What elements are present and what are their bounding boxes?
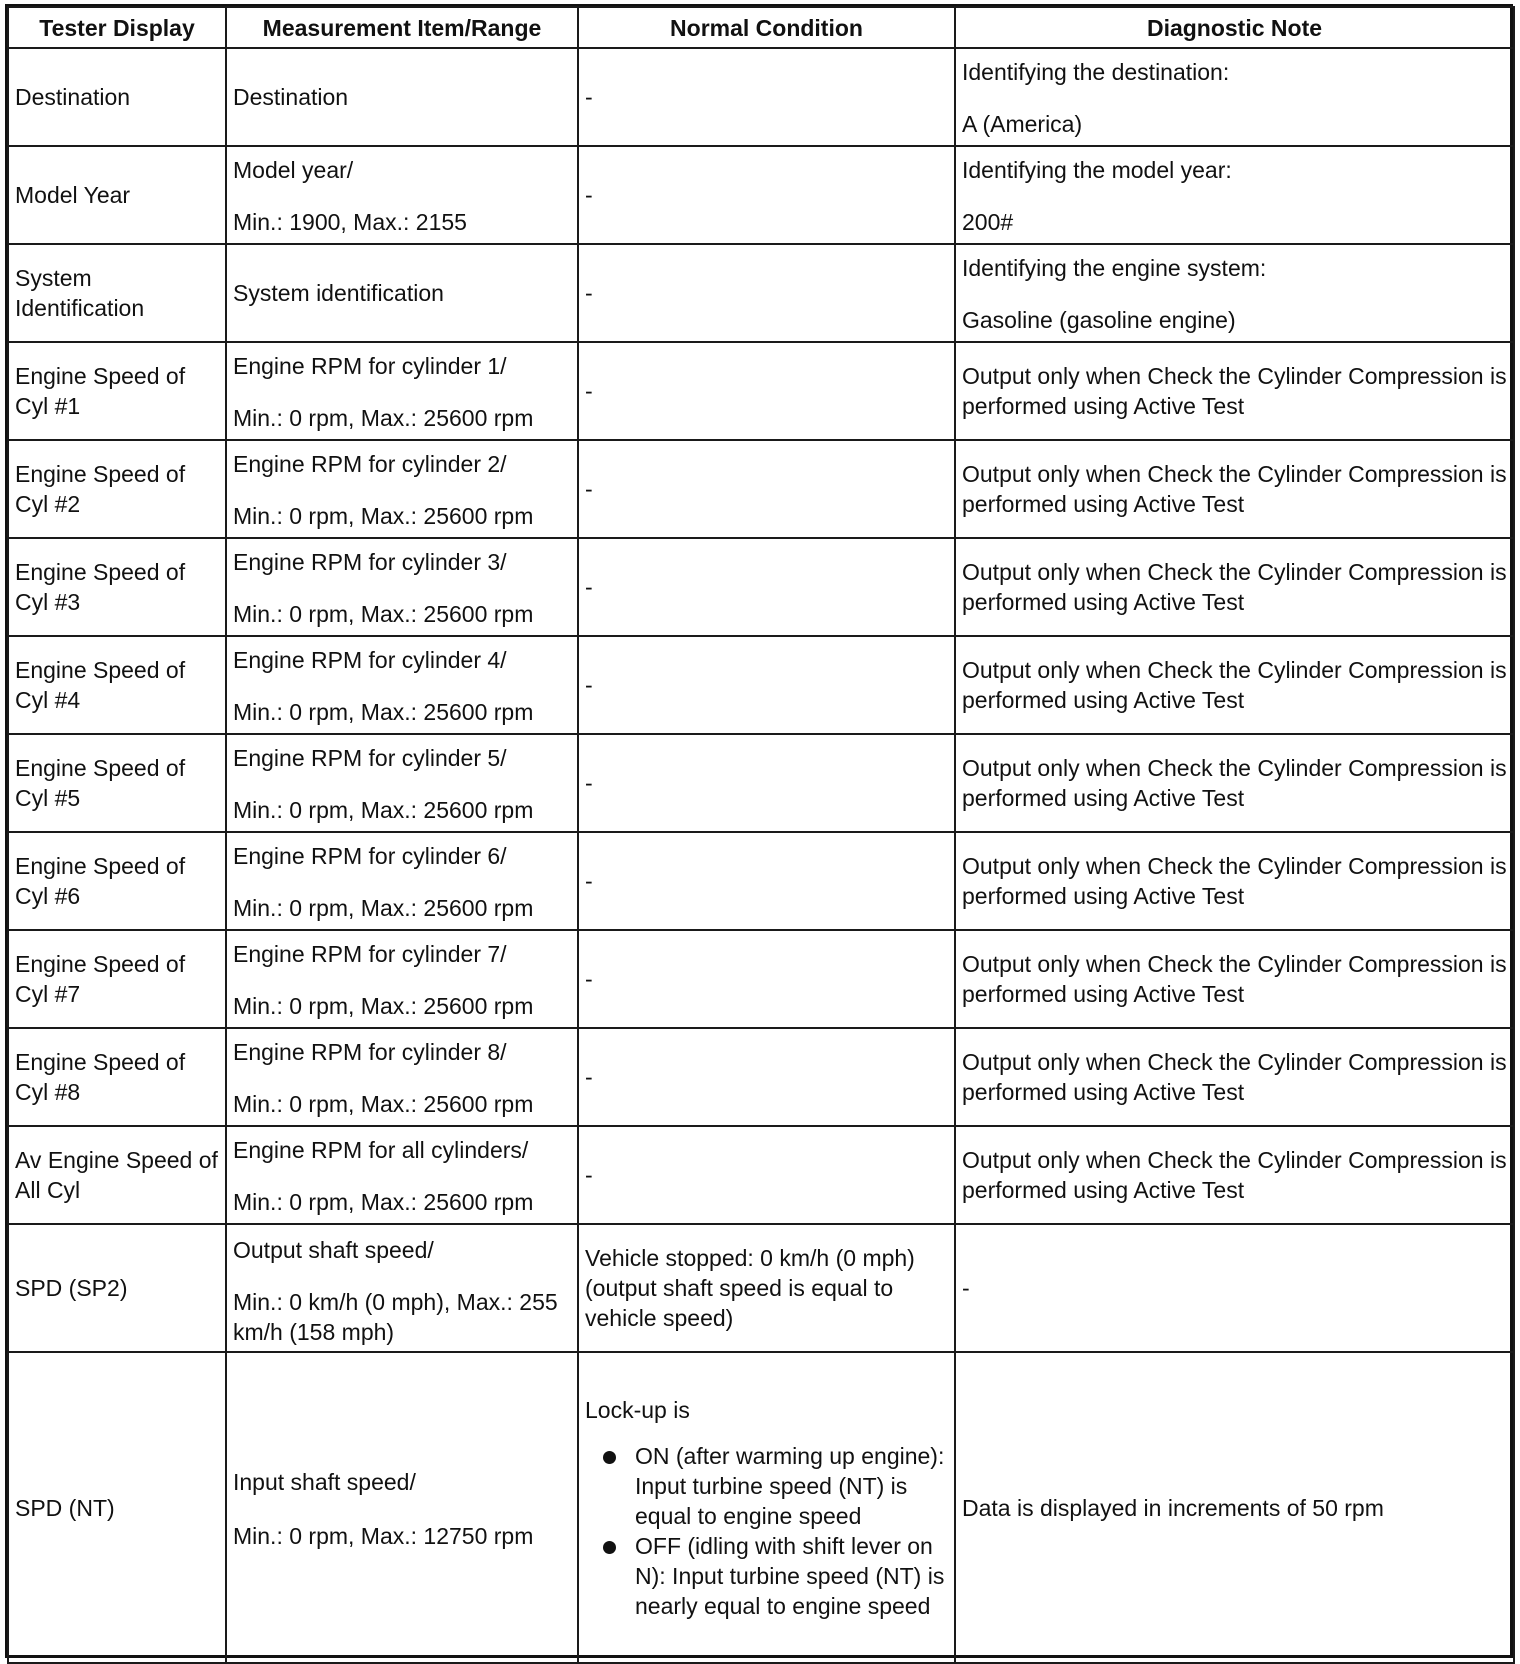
table-row: [8, 342, 1514, 440]
note-lines: [962, 55, 1507, 139]
table-row: [8, 244, 1514, 342]
measurement-line: Min.: 0 rpm, Max.: 12750 rpm: [233, 1522, 534, 1549]
header-tester-display: Tester Display: [8, 7, 226, 48]
diagnostic-note-cell: -: [955, 1224, 1514, 1352]
tester-display-cell: Model Year: [8, 146, 226, 244]
normal-condition-intro: Lock-up is: [585, 1396, 690, 1423]
tester-display-cell: Destination: [8, 48, 226, 146]
note-line: Identifying the engine system:: [962, 255, 1267, 281]
measurement-line: Min.: 0 rpm, Max.: 25600 rpm: [233, 895, 534, 921]
measurement-lines: [233, 545, 571, 629]
measurement-lines: [233, 839, 571, 923]
table-row: [8, 636, 1514, 734]
normal-condition-cell: -: [578, 1028, 955, 1126]
table-row: [8, 1126, 1514, 1224]
measurement-lines: [233, 643, 571, 727]
measurement-line: Min.: 0 rpm, Max.: 25600 rpm: [233, 699, 534, 725]
tester-display-cell: Engine Speed of Cyl #3: [8, 538, 226, 636]
normal-condition-cell: -: [578, 146, 955, 244]
diagnostic-note-cell: Data is displayed in increments of 50 rpm: [955, 1352, 1514, 1663]
measurement-cell: Destination: [226, 48, 578, 146]
measurement-lines: [233, 1035, 571, 1119]
measurement-line: Engine RPM for cylinder 4/: [233, 647, 507, 673]
measurement-cell: System identification: [226, 244, 578, 342]
normal-condition-cell: -: [578, 244, 955, 342]
diagnostic-note-cell: Output only when Check the Cylinder Compression is performed using Active Test: [955, 1028, 1514, 1126]
table-row: [8, 538, 1514, 636]
measurement-line: Min.: 0 rpm, Max.: 25600 rpm: [233, 1091, 534, 1117]
note-lines: [962, 153, 1507, 237]
normal-condition-cell: [578, 1352, 955, 1663]
measurement-lines: [233, 1233, 571, 1343]
diagnostic-note-cell: Output only when Check the Cylinder Compression is performed using Active Test: [955, 734, 1514, 832]
measurement-line: Input shaft speed/: [233, 1468, 416, 1495]
measurement-line: Min.: 0 rpm, Max.: 25600 rpm: [233, 601, 534, 627]
measurement-lines: [233, 1465, 571, 1551]
tester-display-cell: SPD (SP2): [8, 1224, 226, 1352]
diagnostic-note-cell: Output only when Check the Cylinder Compression is performed using Active Test: [955, 636, 1514, 734]
normal-condition-cell: -: [578, 342, 955, 440]
diagnostic-note-cell: Output only when Check the Cylinder Compression is performed using Active Test: [955, 538, 1514, 636]
tester-display-cell: Engine Speed of Cyl #4: [8, 636, 226, 734]
measurement-cell: [226, 1126, 578, 1224]
note-line: Identifying the destination:: [962, 59, 1230, 85]
measurement-line: Min.: 0 rpm, Max.: 25600 rpm: [233, 405, 534, 431]
measurement-line: Min.: 0 rpm, Max.: 25600 rpm: [233, 797, 534, 823]
measurement-line: Model year/: [233, 157, 354, 183]
diagnostic-note-cell: Output only when Check the Cylinder Compression is performed using Active Test: [955, 1126, 1514, 1224]
bullet-icon: [603, 1541, 616, 1554]
list-item-text: OFF (idling with shift lever on N): Input turbine speed (NT) is nearly equal to engine speed: [635, 1532, 945, 1619]
note-line: Identifying the model year:: [962, 157, 1232, 183]
measurement-line: Engine RPM for cylinder 8/: [233, 1039, 507, 1065]
measurement-cell: [226, 930, 578, 1028]
tester-data-table: [7, 6, 1515, 1664]
measurement-line: Engine RPM for all cylinders/: [233, 1137, 529, 1163]
measurement-cell: [226, 636, 578, 734]
normal-condition-cell: -: [578, 636, 955, 734]
measurement-line: Min.: 0 rpm, Max.: 25600 rpm: [233, 993, 534, 1019]
note-line: A (America): [962, 111, 1083, 137]
measurement-lines: [233, 349, 571, 433]
table-row: [8, 734, 1514, 832]
header-normal-condition: Normal Condition: [578, 7, 955, 48]
measurement-line: Output shaft speed/: [233, 1237, 434, 1263]
measurement-line: Min.: 0 rpm, Max.: 25600 rpm: [233, 503, 534, 529]
normal-condition-cell: Vehicle stopped: 0 km/h (0 mph) (output shaft speed is equal to vehicle speed): [578, 1224, 955, 1352]
tester-display-cell: Engine Speed of Cyl #5: [8, 734, 226, 832]
measurement-cell: [226, 734, 578, 832]
measurement-lines: [233, 447, 571, 531]
diagnostic-note-cell: [955, 244, 1514, 342]
measurement-line: Engine RPM for cylinder 7/: [233, 941, 507, 967]
measurement-line: Min.: 0 km/h (0 mph), Max.: 255 km/h (158 mph): [233, 1289, 558, 1345]
measurement-cell: [226, 1028, 578, 1126]
tester-display-cell: Engine Speed of Cyl #6: [8, 832, 226, 930]
measurement-line: Engine RPM for cylinder 6/: [233, 843, 507, 869]
diagnostic-note-cell: Output only when Check the Cylinder Compression is performed using Active Test: [955, 930, 1514, 1028]
measurement-line: Min.: 1900, Max.: 2155: [233, 209, 467, 235]
measurement-cell: [226, 538, 578, 636]
measurement-cell: [226, 342, 578, 440]
normal-condition-cell: -: [578, 832, 955, 930]
measurement-cell: [226, 1224, 578, 1352]
tester-display-cell: Engine Speed of Cyl #2: [8, 440, 226, 538]
table-row: [8, 1224, 1514, 1352]
diagnostic-note-cell: Output only when Check the Cylinder Compression is performed using Active Test: [955, 440, 1514, 538]
measurement-lines: [233, 937, 571, 1021]
normal-condition-cell: -: [578, 48, 955, 146]
measurement-line: Min.: 0 rpm, Max.: 25600 rpm: [233, 1189, 534, 1215]
measurement-cell: [226, 832, 578, 930]
diagnostic-note-cell: [955, 146, 1514, 244]
header-diagnostic-note: Diagnostic Note: [955, 7, 1514, 48]
normal-condition-cell: -: [578, 538, 955, 636]
list-item-text: ON (after warming up engine): Input turbine speed (NT) is equal to engine speed: [635, 1442, 945, 1529]
tester-display-cell: System Identification: [8, 244, 226, 342]
tester-display-cell: Engine Speed of Cyl #8: [8, 1028, 226, 1126]
tester-display-cell: Av Engine Speed of All Cyl: [8, 1126, 226, 1224]
tester-display-cell: SPD (NT): [8, 1352, 226, 1663]
normal-condition-cell: -: [578, 734, 955, 832]
measurement-line: Engine RPM for cylinder 2/: [233, 451, 507, 477]
table-row: [8, 48, 1514, 146]
tester-display-cell: Engine Speed of Cyl #7: [8, 930, 226, 1028]
note-lines: [962, 251, 1507, 335]
measurement-lines: [233, 741, 571, 825]
normal-condition-cell: -: [578, 440, 955, 538]
measurement-line: Engine RPM for cylinder 1/: [233, 353, 507, 379]
tester-display-cell: Engine Speed of Cyl #1: [8, 342, 226, 440]
note-line: Gasoline (gasoline engine): [962, 307, 1236, 333]
table-row: [8, 440, 1514, 538]
measurement-cell: [226, 1352, 578, 1663]
measurement-line: Engine RPM for cylinder 5/: [233, 745, 507, 771]
normal-condition-cell: -: [578, 1126, 955, 1224]
normal-condition-cell: -: [578, 930, 955, 1028]
table-row: [8, 832, 1514, 930]
normal-condition-list: [585, 1441, 948, 1621]
table-header-row: [8, 7, 1514, 48]
table-row: [8, 1028, 1514, 1126]
list-item: [585, 1441, 948, 1531]
table-row: [8, 1352, 1514, 1663]
measurement-line: Engine RPM for cylinder 3/: [233, 549, 507, 575]
table-row: [8, 930, 1514, 1028]
diagnostic-note-cell: Output only when Check the Cylinder Compression is performed using Active Test: [955, 832, 1514, 930]
table-row: [8, 146, 1514, 244]
bullet-icon: [603, 1451, 616, 1464]
diagnostic-note-cell: Output only when Check the Cylinder Compression is performed using Active Test: [955, 342, 1514, 440]
measurement-cell: [226, 146, 578, 244]
note-line: 200#: [962, 209, 1014, 235]
diagnostic-note-cell: [955, 48, 1514, 146]
measurement-lines: [233, 153, 571, 237]
header-measurement-item: Measurement Item/Range: [226, 7, 578, 48]
list-item: [585, 1531, 948, 1621]
measurement-lines: [233, 1133, 571, 1217]
measurement-cell: [226, 440, 578, 538]
